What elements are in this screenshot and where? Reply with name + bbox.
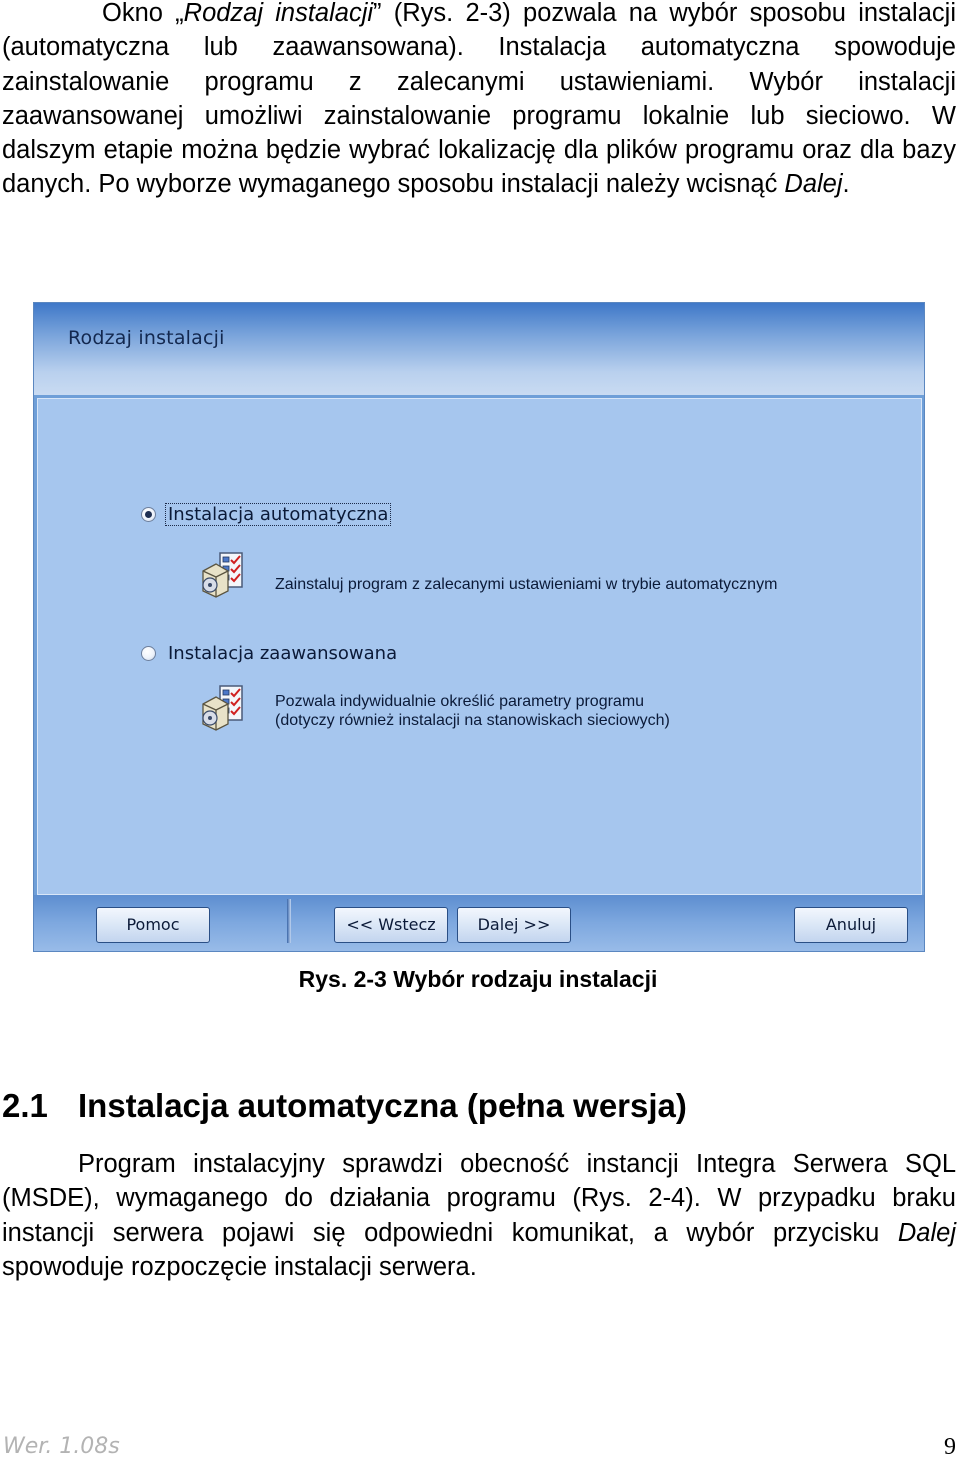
help-button[interactable]: Pomoc	[96, 907, 210, 943]
intro-next-word: Dalej	[784, 170, 843, 199]
intro-text-1: Okno „	[102, 0, 184, 27]
advanced-install-label[interactable]: Instalacja zaawansowana	[168, 643, 398, 664]
section-paragraph	[2, 1147, 956, 1284]
intro-text-2: ” (Rys. 2-3) pozwala na wybór sposobu instalacji (automatyczna lub zaawansowana). Instalacja automatyczna spowoduje zainstalowanie programu z zalecanymi ustawieniami. Wybór instalacji zaawansowanej umożliwi zainstalowanie programu lokalnie lub sieciowo. W dalszym etapie można będzie wybrać lokalizację dla plików programu oraz dla bazy danych. Po wyborze wymaganego sposobu instalacji należy wcisnąć	[2, 0, 956, 199]
document-version: Wer. 1.08s	[3, 1434, 120, 1459]
section-next-word: Dalej	[897, 1218, 956, 1247]
installation-type-dialog	[34, 303, 924, 951]
advanced-install-description-line1: Pozwala indywidualnie określić parametry programu	[275, 693, 645, 710]
advanced-install-description-line2: (dotyczy również instalacji na stanowiskach sieciowych)	[275, 712, 670, 729]
dialog-header	[34, 303, 924, 395]
page-number: 9	[944, 1434, 956, 1460]
section-title-text: Instalacja automatyczna (pełna wersja)	[78, 1087, 687, 1124]
figure-caption	[0, 966, 960, 993]
auto-install-radio[interactable]	[141, 507, 156, 522]
section-text-1: Program instalacyjny sprawdzi obecność instancji Integra Serwera SQL (MSDE), wymaganego do działania programu (Rys. 2-4). W przypadku braku instancji serwera pojawi się odpowiedni komunikat, a wybór przycisku	[2, 1150, 956, 1247]
auto-install-description: Zainstaluj program z zalecanymi ustawieniami w trybie automatycznym	[275, 576, 778, 593]
section-heading	[2, 1087, 687, 1125]
dialog-button-bar	[34, 895, 924, 951]
button-bar-divider	[287, 899, 291, 943]
intro-window-name: Rodzaj instalacji	[183, 0, 374, 27]
cancel-button[interactable]: Anuluj	[794, 907, 908, 943]
intro-paragraph	[2, 0, 956, 202]
section-text-2: spowoduje rozpoczęcie instalacji serwera.	[2, 1252, 477, 1281]
installer-package-icon	[198, 549, 248, 599]
dialog-options-panel	[37, 398, 922, 895]
auto-install-label[interactable]: Instalacja automatyczna	[165, 503, 391, 526]
figure-caption-text: Rys. 2-3 Wybór rodzaju instalacji	[298, 966, 658, 992]
section-number: 2.1	[2, 1087, 48, 1124]
intro-text-3: .	[842, 170, 850, 199]
dialog-title: Rodzaj instalacji	[68, 327, 225, 349]
next-button[interactable]: Dalej >>	[457, 907, 571, 943]
advanced-install-radio[interactable]	[141, 646, 156, 661]
installer-package-icon	[198, 682, 248, 732]
back-button[interactable]: << Wstecz	[334, 907, 448, 943]
